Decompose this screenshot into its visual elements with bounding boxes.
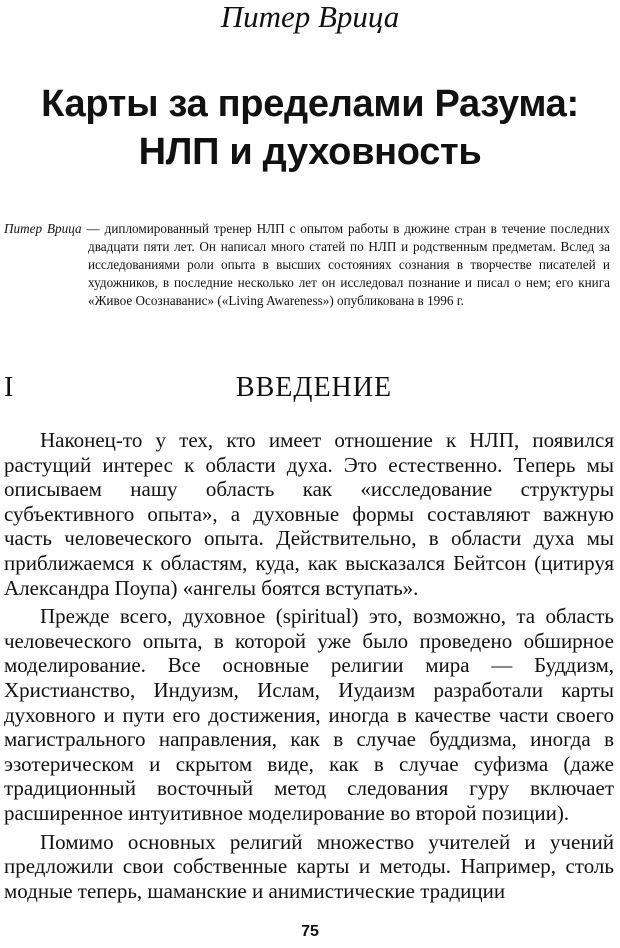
author-bio-text: — дипломированный тренер НЛП с опытом работы в дюжине стран в течение последних двадцати пяти лет. Он написал много статей по НЛП и родственным предметам. Вслед за исследованиями роли опыта в высших состояниях сознания в творчестве писателей и художников, в последние несколько лет он исследовал познание и писал о нем; его книга «Живое Осознаванис» («Living Awareness») опубликована в 1996 г. [81,221,610,308]
page-number: 75 [301,923,319,940]
chapter-title-line-2: НЛП и духовность [138,131,482,173]
paragraph-2: Прежде всего, духовное (spiritual) это, возможно, та область человеческого опыта, в которой уже было проведено обширное моделирование. Все основные религии мира — Буддизм, Христианство, Индуизм, Ислам, Иудаизм разработали карты духовного и пути его достижения, иногда в качестве части своего магистрального направления, как в случае буддизма, иногда в эзотерическом и скрытом виде, как в случае суфизма (даже традиционный восточный метод следования гуру включает расширенное интуитивное моделирование во второй позиции). [4,604,614,825]
author-bio [4,220,610,310]
chapter-title-line-1: Карты за пределами Разума: [41,83,579,125]
chapter-title [0,80,620,176]
paragraph-3: Помимо основных религий множество учителей и учений предложили свои собственные карты и методы. Например, столь модные теперь, шаманские и анимистические традиции [4,829,614,903]
paragraph-1: Наконец-то у тех, кто имеет отношение к НЛП, появился растущий интерес к области духа. Это естественно. Теперь мы описываем нашу область как «исследование структуры субъективного опыта», а духовные формы составляют важную часть человеческого опыта. Действительно, в области духа мы приближаемся к областям, куда, как высказался Бейтсон (цитируя Александра Поупа) «ангелы боятся вступать». [4,428,614,600]
running-header-author: Питер Врица [220,0,400,34]
section-heading [0,370,620,410]
body-text [4,428,614,903]
section-title: ВВЕДЕНИЕ [235,372,393,403]
author-bio-name: Питер Врица [4,221,82,236]
section-number: I [4,372,14,403]
